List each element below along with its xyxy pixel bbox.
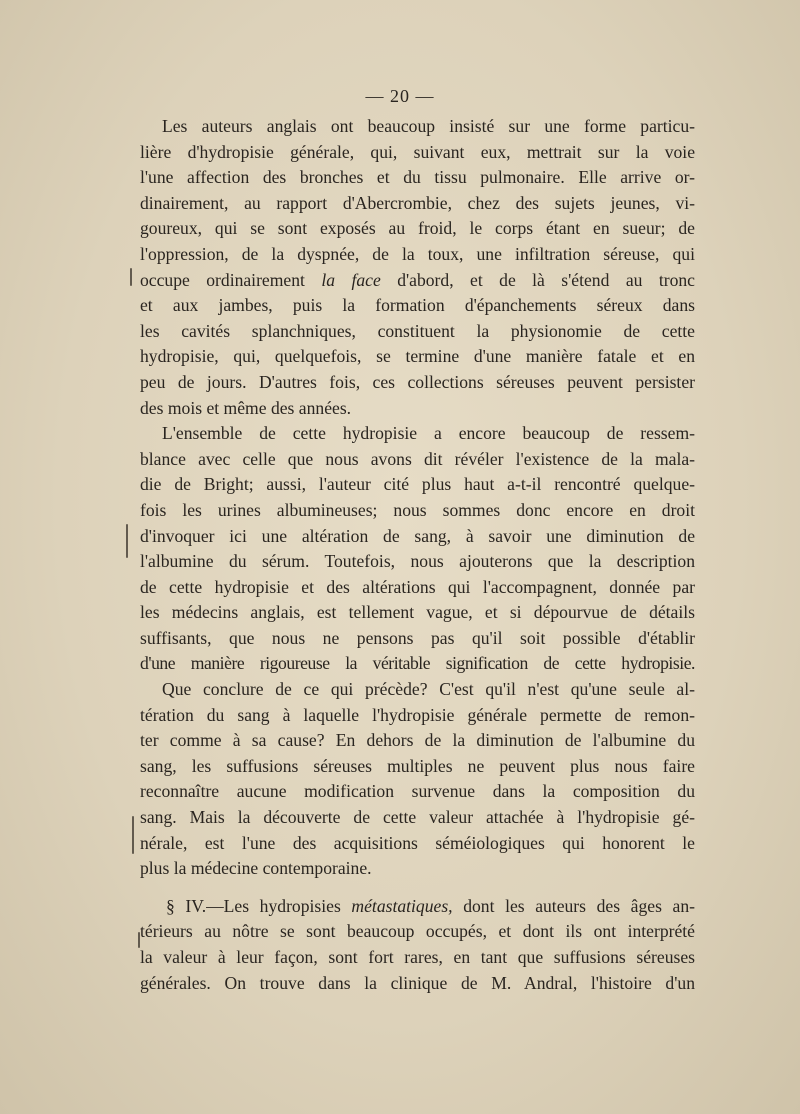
text-line: sang, les suffusions séreuses multiples ne peuvent plus nous faire: [140, 755, 695, 776]
text-line: lière d'hydropisie générale, qui, suivant eux, mettrait sur la voie: [140, 141, 695, 162]
text-line: d'invoquer ici une altération de sang, à savoir une diminution de: [140, 525, 695, 546]
text-line: [140, 894, 695, 920]
text-line: l'albumine du sérum. Toutefois, nous ajouterons que la description: [140, 551, 695, 572]
text-line: la valeur à leur façon, sont fort rares, en tant que suffusions séreuses: [140, 947, 695, 967]
paragraph: [140, 114, 695, 421]
text-line: Les auteurs anglais ont beaucoup insisté sur une forme particu-: [162, 116, 695, 136]
text-line: peu de jours. D'autres fois, ces collections séreuses peuvent persister: [140, 371, 695, 392]
text-line: Que conclure de ce qui précède? C'est qu'il n'est qu'une seule al-: [162, 679, 695, 700]
margin-pencil-mark: [126, 524, 128, 558]
text-line: nérale, est l'une des acquisitions séméiologiques qui honorent le: [140, 832, 695, 853]
text-line: générales. On trouve dans la clinique de M. Andral, l'histoire d'un: [140, 972, 695, 993]
margin-pencil-mark: [130, 268, 132, 286]
text-run: d'abord, et de là s'étend au tronc: [397, 269, 695, 290]
text-line: plus la médecine contemporaine.: [140, 858, 372, 879]
text-line: suffisants, que nous ne pensons pas qu'il soit possible d'établir: [140, 627, 695, 648]
italic-term: métastatiques,: [351, 895, 453, 916]
text-line: goureux, qui se sont exposés au froid, le corps étant en sueur; de: [140, 218, 695, 239]
text-line: sang. Mais la découverte de cette valeur attachée à l'hydropisie gé-: [140, 807, 695, 828]
paragraph: [140, 677, 695, 882]
section-spacer: [140, 882, 695, 894]
text-line: fois les urines albumineuses; nous sommes donc encore en droit: [140, 499, 695, 520]
text-line: les cavités splanchniques, constituent la physionomie de cette: [140, 320, 695, 341]
paragraph: [140, 894, 695, 996]
text-line: reconnaître aucune modification survenue dans la composition du: [140, 781, 695, 802]
text-line: hydropisie, qui, quelquefois, se termine d'une manière fatale et en: [140, 346, 695, 367]
text-line: l'une affection des bronches et du tissu pulmonaire. Elle arrive or-: [140, 167, 695, 188]
text-line: térieurs au nôtre se sont beaucoup occupés, et dont ils ont interprété: [140, 921, 695, 942]
text-line: dinairement, au rapport d'Abercrombie, chez des sujets jeunes, vi-: [140, 192, 695, 213]
italic-term: la face: [321, 269, 381, 290]
text-line: et aux jambes, puis la formation d'épanchements séreux dans: [140, 295, 695, 316]
page-number: — 20 —: [365, 86, 435, 106]
text-line: les médecins anglais, est tellement vague, et si dépourvue de détails: [140, 602, 695, 623]
text-line: de cette hydropisie et des altérations qui l'accompagnent, donnée par: [140, 576, 695, 597]
text-run: occupe ordinairement: [140, 269, 305, 290]
body-text: [140, 114, 695, 996]
text-line: l'oppression, de la dyspnée, de la toux, une infiltration séreuse, qui: [140, 243, 695, 264]
text-line: blance avec celle que nous avons dit révéler l'existence de la mala-: [140, 448, 695, 469]
text-line: d'une manière rigoureuse la véritable signification de cette hydropisie.: [140, 653, 695, 674]
text-line: des mois et même des années.: [140, 397, 352, 418]
margin-pencil-mark: [132, 816, 134, 854]
text-run: dont les auteurs des âges an-: [463, 895, 695, 916]
text-line: ter comme à sa cause? En dehors de la diminution de l'albumine du: [140, 730, 695, 751]
paragraph: [140, 421, 695, 677]
text-line: tération du sang à laquelle l'hydropisie générale permette de remon-: [140, 704, 695, 725]
text-line: L'ensemble de cette hydropisie a encore beaucoup de ressem-: [162, 423, 695, 444]
text-line: [140, 268, 695, 294]
text-line: die de Bright; aussi, l'auteur cité plus haut a-t-il rencontré quelque-: [140, 474, 695, 495]
section-heading: § IV.—Les hydropisies: [166, 895, 341, 916]
